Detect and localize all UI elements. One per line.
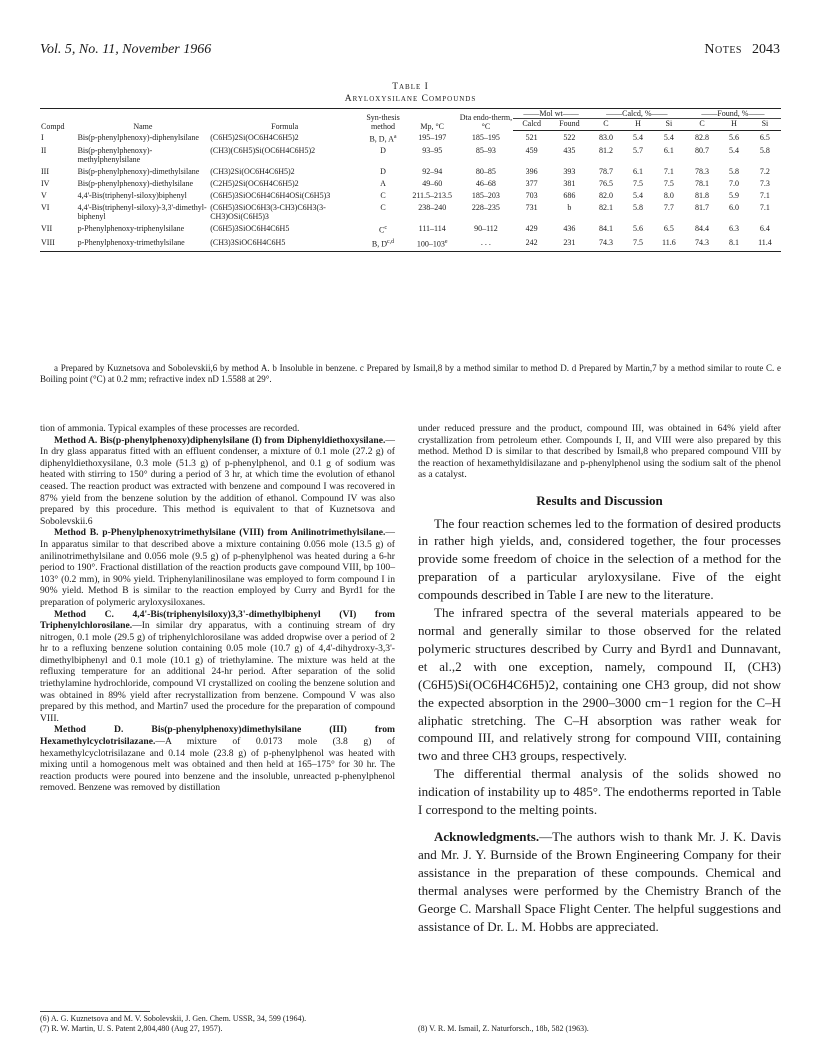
cell-compd-text: IV: [41, 179, 50, 189]
cell-si-calcd: [653, 201, 685, 222]
cell-mp-text: 111–114: [418, 224, 446, 234]
cell-si-calcd: [653, 189, 685, 201]
cell-h-found-text: 5.8: [729, 167, 739, 177]
cell-dta-text: 185–203: [471, 191, 500, 201]
cell-c-found-text: 78.3: [694, 167, 709, 177]
table-title: Aryloxysilane Compounds: [344, 94, 477, 104]
cell-formula: [209, 236, 360, 252]
cell-mw-calcd: [513, 177, 550, 189]
cell-c-calcd-text: 74.3: [598, 237, 613, 247]
cell-mw-calcd: [513, 131, 550, 145]
cell-h-calcd-text: 5.4: [632, 191, 643, 201]
cell-mw-found: [550, 165, 589, 177]
cell-h-calcd-text: 5.4: [632, 133, 643, 142]
cell-mw-found: [550, 144, 589, 165]
cell-dta: [458, 177, 513, 189]
cell-compd: [40, 236, 77, 252]
cell-mw-found-text: 522: [563, 133, 576, 142]
cell-method: [360, 222, 406, 236]
cell-method: [360, 189, 406, 201]
cell-c-calcd: [589, 131, 623, 145]
cell-c-calcd-text: 84.1: [598, 224, 613, 234]
cell-compd-text: VI: [41, 203, 50, 213]
running-header-journal: Vol. 5, No. 11, November 1966: [40, 42, 212, 57]
method-d-heading: Method D. Bis(p-phenylphenoxy)dimethylsilane (III) from Hexamethylcyclotrisilazane.: [40, 724, 395, 748]
cell-mw-calcd: [513, 201, 550, 222]
cell-mp: [406, 177, 459, 189]
table-row: [40, 165, 781, 177]
cell-mp-text: 195–197: [418, 132, 447, 142]
method-d-paragraph: [40, 724, 395, 794]
cell-si-calcd: [653, 144, 685, 165]
cell-name: [77, 201, 210, 222]
cell-h-found-text: 5.9: [729, 191, 739, 201]
cell-c-calcd: [589, 144, 623, 165]
cell-h-found: [719, 131, 749, 145]
table-row: [40, 222, 781, 236]
cell-si-found-text: 7.1: [759, 203, 770, 213]
method-a-heading: Method A. Bis(p-phenylphenoxy)diphenylsilane (I) from Diphenyldiethoxysilane.: [54, 434, 386, 446]
cell-c-calcd-text: 81.2: [598, 146, 613, 156]
cell-compd: [40, 131, 77, 145]
cell-mw-calcd: [513, 189, 550, 201]
cell-method-superscript: a: [393, 133, 397, 140]
paragraph: The four reaction schemes led to the formation of desired products in rather high yields, and, considered together, the four processes provide some freedom of choice in the selection of a method for the preparation of a particular aryloxysilane. Five of the eight compounds described in Table I are new to the literature.: [418, 515, 781, 603]
cell-h-found: [719, 144, 749, 165]
cell-name: [77, 236, 210, 252]
cell-name: [77, 144, 210, 165]
cell-h-found-text: 5.6: [729, 133, 739, 142]
cell-name: [77, 131, 210, 145]
cell-compd-text: VIII: [41, 237, 55, 247]
cell-h-found-text: 7.0: [729, 179, 739, 189]
cell-mw-calcd: [513, 165, 550, 177]
cell-method-superscript: c,d: [387, 238, 395, 245]
table-body: [40, 131, 781, 252]
cell-si-found: [749, 189, 781, 201]
cell-h-found: [719, 189, 749, 201]
cell-c-found-text: 82.8: [694, 133, 709, 142]
cell-c-calcd-text: 78.7: [598, 167, 613, 177]
cell-name: [77, 189, 210, 201]
cell-method: [360, 236, 406, 252]
cell-method: [360, 131, 406, 145]
method-c-body: —In similar dry apparatus, with a continuing stream of dry nitrogen, 0.1 mole (29.5 g) of triphenylchlorosilane was added dropwise over a period of 2 hr to a refluxing benzene solution containing 0.05 mole (10.7 g) of 4,4'-dihydroxy-3,3'-dimethylbiphenyl and 0.1 mole (10.1 g) of triethylamine. The mixture was held at the refluxing temperature for an additional 24-hr period. After separation of the solid triethylamine hydrochloride, compound VI crystallized on cooling the benzene solution and was obtained in 89% yield after recrystallization from benzene. Compound V was also prepared by this method, and Martin7 used the procedure for the preparation of compound VIII.: [40, 620, 395, 724]
cell-compd-text: V: [41, 191, 47, 201]
cell-si-found-text: 5.8: [759, 146, 770, 156]
cell-dta: [458, 236, 513, 252]
cell-formula: [209, 222, 360, 236]
cell-mw-calcd-text: 396: [525, 167, 538, 177]
cell-h-calcd: [623, 236, 653, 252]
cell-method-text: D: [380, 146, 386, 156]
cell-si-calcd: [653, 236, 685, 252]
cell-compd: [40, 177, 77, 189]
cell-method: [360, 177, 406, 189]
cell-si-found: [749, 222, 781, 236]
cell-c-calcd: [589, 165, 623, 177]
cell-si-calcd: [653, 177, 685, 189]
cell-si-calcd-text: 8.0: [663, 191, 674, 201]
acknowledgments-body: —The authors wish to thank Mr. J. K. Davis and Mr. J. Y. Burnside of the Brown Engineering Company for their assistance in the preparation of these compounds. Chemical and thermal analyses were performed by the Chemistry Branch of the George C. Marshall Space Flight Center. The helpful suggestions and assistance of Dr. L. M. Hobbs are appreciated.: [418, 828, 781, 934]
header-mol-wt: ——Mol wt——: [513, 109, 588, 119]
cell-formula: [209, 131, 360, 145]
cell-method: [360, 201, 406, 222]
paragraph: under reduced pressure and the product, compound III, was obtained in 64% yield after crystallization from petroleum ether. Compounds I, II, and VIII were also prepared by this method. Method D is similar to that described by Ismail,8 who prepared compound VIII by the reaction of hexamethyldisilazane and p-phenylphenol using the sodium salt of the phenol as a catalyst.: [418, 423, 781, 481]
cell-mp-text: 93–95: [422, 146, 443, 156]
cell-c-found: [685, 131, 719, 145]
cell-mw-found-text: 381: [563, 179, 576, 189]
section-name: Notes: [704, 42, 742, 57]
cell-h-found-text: 6.0: [729, 203, 739, 213]
cell-si-calcd: [653, 131, 685, 145]
method-c-heading: Method C. 4,4'-Bis(triphenylsiloxy)3,3'-dimethylbiphenyl (VI) from Triphenylchlorosilane.: [40, 608, 395, 632]
cell-formula-text: (C6H5)3SiOC6H4C6H4OSi(C6H5)3: [210, 191, 331, 201]
method-b-heading: Method B. p-Phenylphenoxytrimethylsilane (VIII) from Anilinotrimethylsilane.: [54, 527, 386, 539]
header-mw-found: Found: [550, 119, 589, 131]
cell-si-found-text: 6.5: [759, 133, 770, 142]
cell-compd-text: VII: [41, 224, 53, 234]
cell-name: [77, 222, 210, 236]
cell-si-calcd-text: 7.7: [663, 203, 674, 213]
cell-dta: [458, 131, 513, 145]
header-synthesis: Syn-thesis method: [360, 109, 406, 131]
cell-formula: [209, 189, 360, 201]
references-right: [418, 1024, 781, 1034]
cell-h-calcd-text: 5.8: [632, 203, 643, 213]
cell-si-calcd-text: 6.5: [663, 224, 674, 234]
cell-mp: [406, 222, 459, 236]
cell-name-text: Bis(p-phenylphenoxy)-diethylsilane: [77, 179, 194, 189]
cell-c-found-text: 74.3: [694, 237, 709, 247]
cell-mp: [406, 165, 459, 177]
cell-h-found: [719, 236, 749, 252]
cell-mp: [406, 131, 459, 145]
header-h-calcd: H: [623, 119, 653, 131]
reference-7: (7) R. W. Martin, U. S. Patent 2,804,480 (Aug 27, 1957).: [40, 1024, 223, 1033]
cell-mw-found: [550, 189, 589, 201]
header-mp: Mp, °C: [406, 109, 459, 131]
cell-si-found: [749, 201, 781, 222]
table-row: [40, 177, 781, 189]
cell-si-found: [749, 165, 781, 177]
cell-h-found-text: 8.1: [729, 237, 739, 247]
header-mw-calcd: Calcd: [513, 119, 550, 131]
cell-si-calcd: [653, 165, 685, 177]
header-name: Name: [77, 109, 210, 131]
cell-c-calcd: [589, 222, 623, 236]
table-row: [40, 144, 781, 165]
results-discussion-body: [418, 515, 781, 936]
cell-h-calcd: [623, 222, 653, 236]
cell-mw-calcd-text: 731: [525, 203, 538, 213]
cell-mp-text: 49–60: [422, 179, 443, 189]
cell-name-text: p-Phenylphenoxy-triphenylsilane: [77, 224, 185, 234]
cell-mw-found: [550, 236, 589, 252]
cell-name-text: 4,4'-Bis(triphenyl-siloxy)-3,3'-dimethyl-biphenyl: [77, 203, 207, 222]
cell-c-calcd: [589, 189, 623, 201]
cell-formula: [209, 201, 360, 222]
cell-method-superscript: c: [384, 225, 388, 232]
cell-compd: [40, 144, 77, 165]
cell-name: [77, 165, 210, 177]
method-c-paragraph: [40, 609, 395, 725]
table-row: [40, 236, 781, 252]
running-header-page: [650, 42, 780, 58]
cell-method-text: B, D, A: [369, 134, 394, 144]
header-si-calcd: Si: [653, 119, 685, 131]
cell-h-calcd-text: 5.7: [632, 146, 643, 156]
method-b-paragraph: [40, 527, 395, 608]
cell-mw-calcd-text: 459: [525, 146, 538, 156]
cell-formula-text: (CH3)2Si(OC6H4C6H5)2: [210, 167, 295, 177]
cell-c-calcd-text: 76.5: [598, 179, 613, 189]
cell-mw-calcd-text: 703: [525, 191, 538, 201]
cell-mw-calcd: [513, 222, 550, 236]
cell-c-calcd: [589, 236, 623, 252]
header-c-calcd: C: [589, 119, 623, 131]
cell-dta: [458, 222, 513, 236]
cell-mw-found-text: 436: [563, 224, 576, 234]
cell-method-text: D: [380, 167, 386, 177]
cell-si-found-text: 7.3: [759, 179, 770, 189]
cell-dta-text: 228–235: [471, 203, 500, 213]
cell-formula-text: (C2H5)2Si(OC6H4C6H5)2: [210, 179, 299, 189]
paragraph: The differential thermal analysis of the solids showed no indication of instability up to 485°. The endotherms reported in Table I correspond to the melting points.: [418, 766, 781, 818]
cell-formula-text: (C6H5)3SiOC6H4C6H5: [210, 224, 290, 234]
cell-c-calcd-text: 83.0: [598, 133, 613, 142]
header-formula: Formula: [209, 109, 360, 131]
acknowledgments-heading: Acknowledgments.: [434, 828, 540, 844]
cell-compd-text: I: [41, 132, 44, 142]
cell-dta-text: 46–68: [475, 179, 496, 189]
cell-c-found: [685, 201, 719, 222]
table-row: [40, 131, 781, 145]
cell-method-text: C: [380, 191, 386, 201]
cell-c-calcd-text: 82.1: [598, 203, 613, 213]
cell-name-text: 4,4'-Bis(triphenyl-siloxy)biphenyl: [77, 191, 187, 201]
cell-compd-text: II: [41, 146, 47, 156]
cell-c-found: [685, 222, 719, 236]
cell-mw-calcd: [513, 236, 550, 252]
references-left: [40, 1014, 400, 1034]
cell-compd: [40, 222, 77, 236]
cell-si-found-text: 11.4: [758, 237, 772, 247]
cell-dta-text: 185–195: [471, 132, 500, 142]
paragraph: The infrared spectra of the several materials appeared to be normal and generally similar to those observed for the related polymeric structures described by Curry and Byrd1 and Dunnavant, et al.,2 with one exception, namely, compound II, (CH3)(C6H5)Si(OC6H4C6H5)2, containing one CH3 group, did not show the expected absorption in the 2900–3000 cm−1 region for the C–H aliphatic stretching. The C–H absorption was rather weak for compound III, and relatively strong for compound VIII, containing two and three CH3 groups, respectively.: [418, 605, 781, 764]
aryloxysilane-table: [40, 108, 781, 252]
cell-name-text: p-Phenylphenoxy-trimethylsilane: [77, 237, 185, 247]
header-h-found: H: [719, 119, 749, 131]
cell-c-found-text: 81.7: [694, 203, 709, 213]
table-label: Table I: [392, 82, 429, 92]
cell-mw-found: [550, 177, 589, 189]
method-b-body: —In apparatus similar to that described above a mixture containing 0.056 mole (13.5 g) of anilinotrimethylsilane and 0.056 mole (9.5 g) of p-phenylphenol was heated during a 6-hr period to 190°. Fractional distillation of the reaction products gave compound VIII, bp 100–103° (0.2 mm), in 90% yield. Triphenylanilinosilane was employed to form compound I in 90% yield. Method B is similar to the reaction employed by Curry and Byrd1 for the preparation of polymeric aryloxysiloxanes.: [40, 527, 395, 608]
cell-dta: [458, 201, 513, 222]
cell-dta: [458, 144, 513, 165]
cell-si-found-text: 7.2: [759, 167, 770, 177]
cell-h-calcd-text: 7.5: [632, 179, 643, 189]
table-footnotes: a Prepared by Kuznetsova and Sobolevskii,6 by method A. b Insoluble in benzene. c Prepared by Ismail,8 by a method similar to method D. d Prepared by Martin,7 by a method similar to route C. e Boiling point (°C) at 0.2 mm; refractive index nD 1.5588 at 29°.: [40, 363, 781, 384]
cell-c-found: [685, 177, 719, 189]
cell-formula-text: (C6H5)2Si(OC6H4C6H5)2: [210, 132, 299, 142]
cell-si-found: [749, 144, 781, 165]
cell-si-found-text: 7.1: [759, 191, 770, 201]
right-column: [418, 423, 781, 935]
cell-formula-text: (CH3)3SiOC6H4C6H5: [210, 237, 286, 247]
table-row: [40, 189, 781, 201]
cell-c-found-text: 81.8: [694, 191, 709, 201]
cell-si-calcd-text: 7.5: [663, 179, 674, 189]
header-found-group: ——Found, %——: [685, 109, 781, 119]
cell-mw-calcd-text: 521: [525, 133, 538, 142]
results-discussion-heading: Results and Discussion: [536, 492, 663, 508]
table-container: [40, 108, 781, 252]
cell-si-calcd-text: 5.4: [663, 133, 674, 142]
cell-h-found: [719, 201, 749, 222]
cell-mp-text: 92–94: [422, 167, 443, 177]
cell-mp: [406, 189, 459, 201]
cell-mw-found: [550, 222, 589, 236]
cell-si-found: [749, 177, 781, 189]
cell-formula: [209, 144, 360, 165]
cell-formula: [209, 165, 360, 177]
cell-compd-text: III: [41, 167, 49, 177]
method-a-paragraph: [40, 435, 395, 528]
cell-si-found: [749, 131, 781, 145]
cell-mw-found: [550, 131, 589, 145]
cell-c-calcd: [589, 201, 623, 222]
cell-mw-found-text: 435: [563, 146, 576, 156]
cell-h-calcd: [623, 201, 653, 222]
cell-method-text: A: [380, 179, 386, 189]
cell-h-found: [719, 165, 749, 177]
cell-h-calcd: [623, 144, 653, 165]
cell-name-text: Bis(p-phenylphenoxy)-dimethylsilane: [77, 167, 200, 177]
cell-si-calcd-text: 6.1: [663, 146, 674, 156]
cell-mw-found-text: 393: [563, 167, 576, 177]
cell-dta-text: 80–85: [475, 167, 496, 177]
cell-si-found: [749, 236, 781, 252]
cell-mw-found-text: 231: [563, 237, 576, 247]
cell-mp-superscript: e: [444, 238, 448, 245]
cell-mp: [406, 236, 459, 252]
footnote-rule: [40, 1011, 150, 1012]
cell-si-found-text: 6.4: [759, 224, 770, 234]
page-number: 2043: [752, 42, 780, 57]
cell-mw-calcd-text: 377: [525, 179, 538, 189]
header-compd: Compd: [40, 109, 77, 131]
cell-mw-calcd: [513, 144, 550, 165]
cell-name-text: Bis(p-phenylphenoxy)-methylphenylsilane: [77, 146, 153, 165]
cell-h-calcd-text: 5.6: [632, 224, 643, 234]
cell-dta-text: . . .: [480, 237, 491, 247]
cell-c-calcd-text: 82.0: [598, 191, 613, 201]
cell-formula-text: (C6H5)3SiOC6H3(3-CH3)C6H3(3-CH3)OSi(C6H5)3: [210, 203, 326, 222]
cell-c-found: [685, 144, 719, 165]
cell-method: [360, 144, 406, 165]
cell-si-calcd: [653, 222, 685, 236]
cell-c-found: [685, 165, 719, 177]
cell-method: [360, 165, 406, 177]
cell-dta: [458, 189, 513, 201]
header-dta: Dta endo-therm, °C: [458, 109, 513, 131]
cell-formula: [209, 177, 360, 189]
cell-mw-found-text: 686: [563, 191, 576, 201]
cell-h-found-text: 5.4: [729, 146, 739, 156]
cell-dta-text: 85–93: [475, 146, 496, 156]
cell-h-found: [719, 222, 749, 236]
cell-h-calcd: [623, 189, 653, 201]
cell-method-text: B, D: [371, 239, 387, 249]
cell-h-found-text: 6.3: [729, 224, 739, 234]
cell-h-calcd-text: 6.1: [632, 167, 643, 177]
cell-name: [77, 177, 210, 189]
cell-dta-text: 90–112: [474, 224, 498, 234]
cell-compd: [40, 201, 77, 222]
reference-6: (6) A. G. Kuznetsova and M. V. Sobolevskii, J. Gen. Chem. USSR, 34, 599 (1964).: [40, 1014, 307, 1023]
cell-method-text: C: [379, 225, 385, 235]
method-a-body: —In dry glass apparatus fitted with an effluent condenser, a mixture of 0.1 mole (27.2 g) of diphenyldiethoxysilane, 0.3 mole (51.3 g) of p-phenylphenol, and 0.1 g of sodium was heated with stirring to 150° during a period of 3 hr, at which time the evolution of ethanol ceased. The reaction product was extracted with benzene and compound I was recovered in 87% yield from the benzene solution by the addition of ethanol. Compound IV was also prepared by this procedure. This method is equivalent to that of Kuznetsova and Sobolevskii.6: [40, 434, 395, 527]
method-d-body: —A mixture of 0.0173 mole (3.8 g) of hexamethylcyclotrisilazane and 0.14 mole (23.8 g) of p-phenylphenol was heated with mixing until a homogenous melt was obtained and then held at 165–175° for 30 hr. The reaction products were poured into benzene and the insoluble, unreacted p-phenylphenol removed. Benzene was removed by distillation: [40, 736, 395, 794]
cell-mp: [406, 201, 459, 222]
cell-c-found-text: 80.7: [694, 146, 709, 156]
cell-mp-text: 211.5–213.5: [412, 191, 453, 201]
acknowledgments-paragraph: [418, 828, 781, 935]
cell-name-text: Bis(p-phenylphenoxy)-diphenylsilane: [77, 132, 199, 142]
left-column: [40, 423, 395, 794]
header-si-found: Si: [749, 119, 781, 131]
cell-h-calcd: [623, 131, 653, 145]
cell-c-calcd: [589, 177, 623, 189]
cell-c-found-text: 78.1: [694, 179, 709, 189]
reference-8: (8) V. R. M. Ismail, Z. Naturforsch., 18b, 582 (1963).: [418, 1024, 589, 1033]
cell-h-found: [719, 177, 749, 189]
cell-mp-text: 238–240: [418, 203, 447, 213]
cell-compd: [40, 189, 77, 201]
cell-mp: [406, 144, 459, 165]
cell-formula-text: (CH3)(C6H5)Si(OC6H4C6H5)2: [210, 146, 316, 156]
cell-c-found-text: 84.4: [694, 224, 709, 234]
cell-mw-found-text: b: [567, 203, 572, 213]
cell-mw-calcd-text: 242: [525, 237, 538, 247]
cell-h-calcd-text: 7.5: [632, 237, 643, 247]
cell-compd: [40, 165, 77, 177]
cell-mw-calcd-text: 429: [525, 224, 538, 234]
paragraph: tion of ammonia. Typical examples of these processes are recorded.: [40, 423, 300, 434]
cell-c-found: [685, 236, 719, 252]
table-row: [40, 201, 781, 222]
header-calcd-group: ——Calcd, %——: [589, 109, 685, 119]
cell-h-calcd: [623, 165, 653, 177]
cell-mw-found: [550, 201, 589, 222]
cell-method-text: C: [380, 203, 386, 213]
cell-mp-text: 100–103: [416, 239, 445, 249]
cell-h-calcd: [623, 177, 653, 189]
cell-dta: [458, 165, 513, 177]
cell-si-calcd-text: 11.6: [661, 237, 676, 247]
cell-c-found: [685, 189, 719, 201]
header-c-found: C: [685, 119, 719, 131]
cell-si-calcd-text: 7.1: [663, 167, 674, 177]
